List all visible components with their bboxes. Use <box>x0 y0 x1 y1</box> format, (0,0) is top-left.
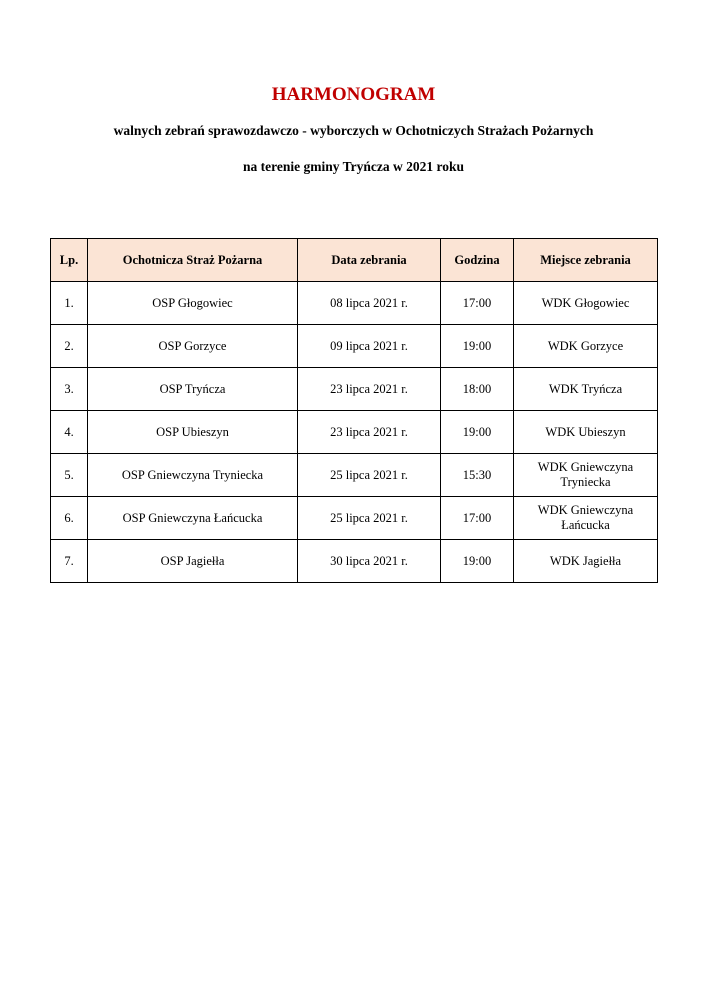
cell-godzina: 19:00 <box>441 411 514 454</box>
cell-data: 25 lipca 2021 r. <box>298 454 441 497</box>
cell-miejsce: WDK Tryńcza <box>514 368 658 411</box>
cell-lp: 6. <box>51 497 88 540</box>
cell-lp: 1. <box>51 282 88 325</box>
cell-lp: 5. <box>51 454 88 497</box>
cell-miejsce: WDK Ubieszyn <box>514 411 658 454</box>
cell-miejsce: WDK Gorzyce <box>514 325 658 368</box>
header-osp: Ochotnicza Straż Pożarna <box>88 239 298 282</box>
cell-godzina: 18:00 <box>441 368 514 411</box>
table-row <box>51 325 658 368</box>
cell-miejsce: WDK Gniewczyna Łańcucka <box>514 497 658 540</box>
header-godzina: Godzina <box>441 239 514 282</box>
cell-miejsce: WDK Jagiełła <box>514 540 658 583</box>
table-row <box>51 454 658 497</box>
cell-osp: OSP Gniewczyna Łańcucka <box>88 497 298 540</box>
schedule-table <box>50 238 658 583</box>
table-row <box>51 540 658 583</box>
cell-data: 30 lipca 2021 r. <box>298 540 441 583</box>
cell-osp: OSP Ubieszyn <box>88 411 298 454</box>
cell-godzina: 15:30 <box>441 454 514 497</box>
cell-godzina: 17:00 <box>441 497 514 540</box>
table-row <box>51 368 658 411</box>
cell-miejsce: WDK Głogowiec <box>514 282 658 325</box>
document-subtitle-line1: walnych zebrań sprawozdawczo - wyborczych w Ochotniczych Strażach Pożarnych <box>113 123 594 138</box>
table-row <box>51 411 658 454</box>
cell-osp: OSP Jagiełła <box>88 540 298 583</box>
cell-data: 23 lipca 2021 r. <box>298 411 441 454</box>
document-subtitle-line2: na terenie gminy Tryńcza w 2021 roku <box>243 159 464 174</box>
cell-lp: 3. <box>51 368 88 411</box>
table-header-row <box>51 239 658 282</box>
cell-lp: 2. <box>51 325 88 368</box>
cell-osp: OSP Gorzyce <box>88 325 298 368</box>
cell-data: 09 lipca 2021 r. <box>298 325 441 368</box>
table-row <box>51 497 658 540</box>
cell-data: 08 lipca 2021 r. <box>298 282 441 325</box>
header-lp: Lp. <box>51 239 88 282</box>
cell-godzina: 19:00 <box>441 325 514 368</box>
cell-osp: OSP Tryńcza <box>88 368 298 411</box>
header-miejsce: Miejsce zebrania <box>514 239 658 282</box>
cell-data: 25 lipca 2021 r. <box>298 497 441 540</box>
cell-lp: 4. <box>51 411 88 454</box>
document-title: HARMONOGRAM <box>271 84 436 105</box>
cell-godzina: 17:00 <box>441 282 514 325</box>
cell-osp: OSP Głogowiec <box>88 282 298 325</box>
cell-osp: OSP Gniewczyna Tryniecka <box>88 454 298 497</box>
cell-miejsce: WDK Gniewczyna Tryniecka <box>514 454 658 497</box>
header-data: Data zebrania <box>298 239 441 282</box>
cell-data: 23 lipca 2021 r. <box>298 368 441 411</box>
cell-lp: 7. <box>51 540 88 583</box>
cell-godzina: 19:00 <box>441 540 514 583</box>
table-row <box>51 282 658 325</box>
